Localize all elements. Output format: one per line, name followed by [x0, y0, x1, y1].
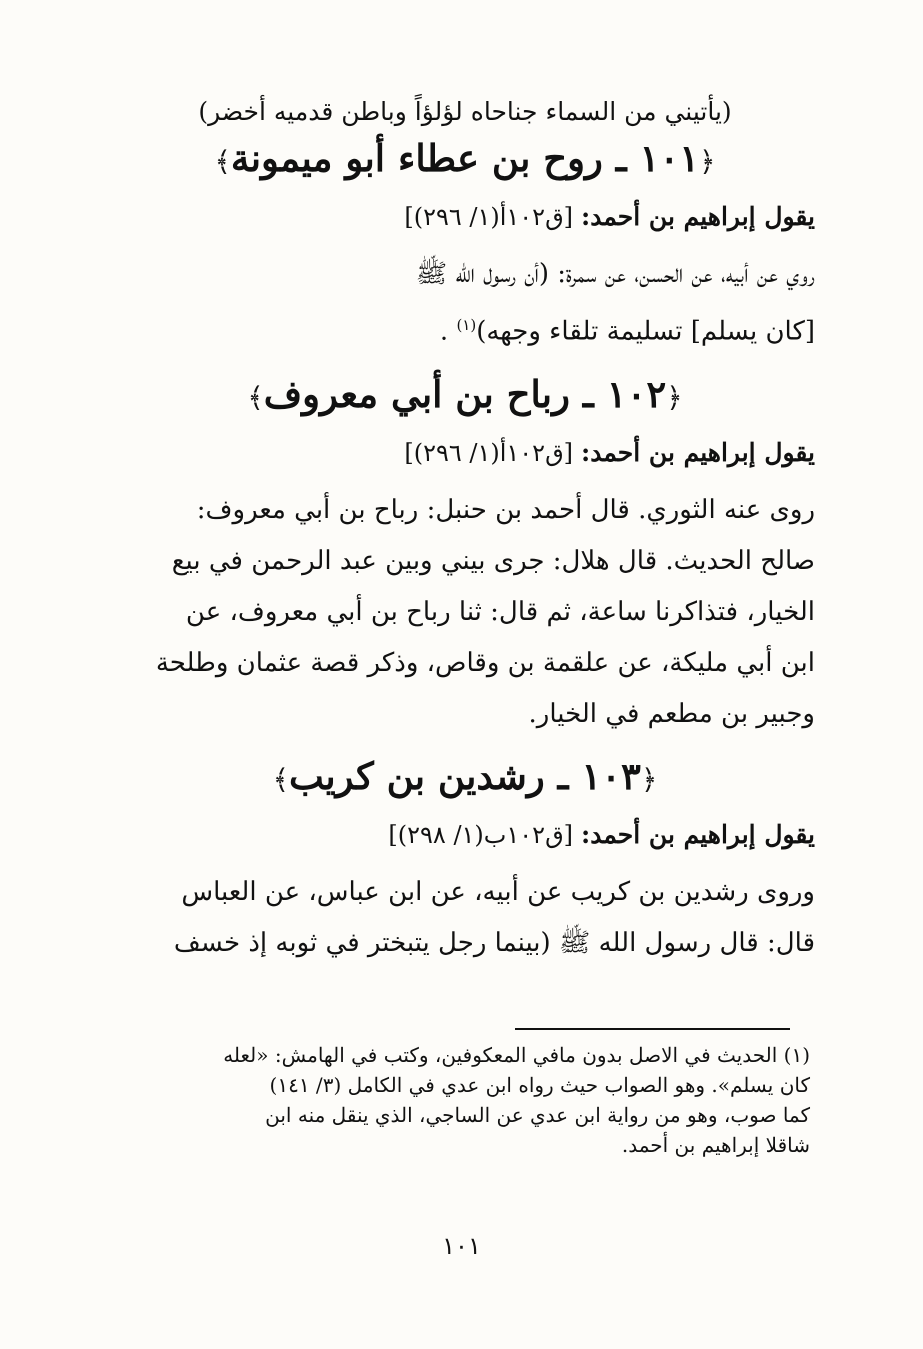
text-line: وجبير بن مطعم في الخيار. — [528, 698, 815, 729]
entry-number: ١٠٣ — [581, 753, 641, 798]
footnote-line: كما صوب، وهو من رواية ابن عدي عن الساجي، الذي ينقل منه ابن — [265, 1103, 810, 1127]
footnotes — [120, 1040, 810, 1160]
text-line: الخيار، فتذاكرنا ساعة، ثم قال: ثنا رباح بن أبي معروف، عن — [185, 596, 815, 627]
dash: ـ — [615, 136, 627, 180]
source-line — [115, 202, 815, 231]
text-line: روى عنه الثوري. قال أحمد بن حنبل: رباح بن أبي معروف: — [196, 494, 815, 525]
verse-line: (يأتيني من السماء جناحاه لؤلؤاً وباطن قدميه أخضر) — [198, 97, 732, 126]
ornament-close-icon: ﴾ — [247, 380, 264, 414]
ornament-open-icon: ﴿ — [640, 762, 658, 796]
source-ref: [ق١٠٢أ(١/ ٢٩٦)] — [404, 203, 574, 231]
footnote-line: كان يسلم». وهو الصواب حيث رواه ابن عدي في الكامل (٣/ ١٤١) — [269, 1073, 810, 1097]
source-line — [115, 820, 815, 849]
ornament-close-icon: ﴾ — [214, 145, 231, 178]
ornament-open-icon: ﴿ — [699, 145, 716, 178]
footnote-marker: (١) — [456, 316, 477, 334]
entry-heading-103 — [115, 754, 815, 798]
dash: ـ — [557, 753, 569, 798]
entry-number: ١٠٢ — [606, 371, 667, 416]
text-line: روي عن أبيه، عن الحسن، عن سمرة: (أن رسول الله ﷺ — [415, 259, 815, 289]
entry-number: ١٠١ — [639, 136, 700, 180]
text-line: قال: قال رسول الله ﷺ (بينما رجل يتبختر في ثوبه إذ خسف — [173, 927, 815, 958]
source-label: يقول إبراهيم بن أحمد: — [581, 819, 815, 849]
text-line: صالح الحديث. قال هلال: جرى بيني وبين عبد الرحمن في بيع — [171, 545, 815, 576]
footnote-line: شاقلا إبراهيم بن أحمد. — [621, 1133, 810, 1157]
dash: ـ — [582, 371, 594, 416]
page-number: ١٠١ — [442, 1232, 481, 1260]
footnote-line: (١) الحديث في الاصل بدون مافي المعكوفين، وكتب في الهامش: «لعله — [223, 1043, 810, 1067]
source-line — [115, 438, 815, 467]
source-label: يقول إبراهيم بن أحمد: — [581, 437, 815, 467]
ornament-close-icon: ﴾ — [272, 762, 290, 796]
footnote-divider — [515, 1028, 790, 1030]
entry-heading-102 — [115, 372, 815, 416]
page-body — [115, 72, 815, 983]
entry-heading-101 — [115, 136, 815, 180]
entry-text-102 — [115, 485, 815, 740]
text-line: وروى رشدين بن كريب عن أبيه، عن ابن عباس، عن العباس — [181, 876, 815, 907]
text-line-with-footnote — [115, 300, 815, 358]
text-line: ابن أبي مليكة، عن علقمة بن وقاص، وذكر قصة عثمان وطلحة — [155, 647, 815, 678]
entry-name: رباح بن أبي معروف — [263, 371, 570, 416]
source-ref: [ق١٠٢ب(١/ ٢٩٨)] — [388, 820, 574, 849]
source-ref: [ق١٠٢أ(١/ ٢٩٦)] — [404, 438, 574, 467]
closing-mark: . — [439, 316, 449, 347]
entry-text-101 — [115, 249, 815, 358]
entry-text-103 — [115, 867, 815, 969]
text-line: [كان يسلم] تسليمة تلقاء وجهه) — [476, 316, 815, 347]
entry-name: رشدين بن كريب — [289, 753, 545, 798]
ornament-open-icon: ﴿ — [666, 380, 683, 414]
source-label: يقول إبراهيم بن أحمد: — [581, 202, 815, 231]
entry-name: روح بن عطاء أبو ميمونة — [230, 136, 603, 180]
